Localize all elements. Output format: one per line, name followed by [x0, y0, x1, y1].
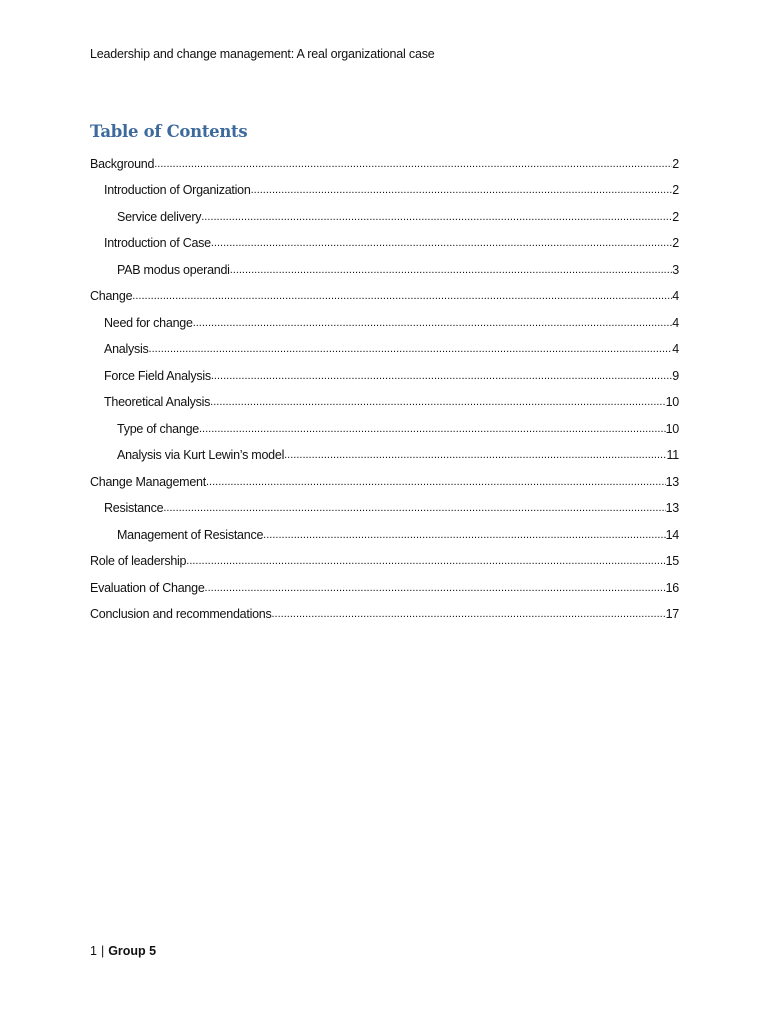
- toc-entry-title: Role of leadership: [90, 554, 187, 568]
- toc-entry[interactable]: [90, 463, 679, 490]
- toc-dot-leader: [132, 287, 672, 304]
- toc-entry-page-number: 3: [672, 262, 679, 277]
- toc-entry[interactable]: [90, 410, 679, 437]
- toc-entry[interactable]: [90, 596, 679, 623]
- toc-entry-page-number: 13: [665, 474, 679, 489]
- toc-entry-page-number: 15: [665, 554, 679, 568]
- toc-entry-page-number: 2: [672, 183, 679, 197]
- toc-dot-leader: [230, 261, 673, 278]
- toc-entry-title: Service delivery: [117, 209, 202, 224]
- toc-entry[interactable]: [90, 357, 679, 384]
- toc-entry[interactable]: [90, 569, 679, 596]
- footer-separator: |: [100, 944, 105, 958]
- toc-entry-page-number: 4: [672, 315, 679, 330]
- toc-entry-page-number: 4: [672, 342, 679, 356]
- toc-dot-leader: [272, 605, 666, 622]
- toc-entry[interactable]: [90, 384, 679, 411]
- toc-dot-leader: [193, 314, 673, 331]
- toc-dot-leader: [263, 526, 665, 543]
- toc-entry[interactable]: [90, 172, 679, 199]
- toc-dot-leader: [149, 340, 673, 357]
- toc-entry[interactable]: [90, 145, 679, 172]
- toc-dot-leader: [163, 499, 665, 516]
- toc-heading: Table of Contents: [90, 122, 248, 141]
- toc-entry-title: Need for change: [104, 315, 193, 330]
- toc-entry-title: Analysis: [104, 342, 149, 356]
- toc-entry-page-number: 4: [672, 289, 679, 303]
- toc-entry[interactable]: [90, 304, 679, 331]
- page-footer: [90, 944, 156, 958]
- toc-entry-title: Type of change: [117, 421, 199, 436]
- toc-entry-title: Background: [90, 156, 155, 171]
- toc-entry[interactable]: [90, 251, 679, 278]
- toc-entry[interactable]: [90, 516, 679, 543]
- toc-entry-page-number: 2: [672, 236, 679, 250]
- footer-group-label: Group 5: [108, 944, 157, 958]
- toc-entry[interactable]: [90, 490, 679, 517]
- toc-entry-page-number: 9: [672, 368, 679, 383]
- toc-entry[interactable]: [90, 331, 679, 358]
- toc-entry-title: Conclusion and recommendations: [90, 607, 272, 621]
- toc-entry-page-number: 11: [666, 448, 679, 462]
- toc-entry-title: PAB modus operandi: [117, 262, 230, 277]
- toc-entry-title: Introduction of Organization: [104, 183, 251, 197]
- toc-entry-title: Management of Resistance: [117, 527, 264, 542]
- toc-dot-leader: [210, 393, 665, 410]
- toc-entry[interactable]: [90, 543, 679, 570]
- toc-dot-leader: [211, 367, 672, 384]
- toc-entry-page-number: 17: [665, 607, 679, 621]
- toc-entry-page-number: 10: [665, 421, 679, 436]
- toc-dot-leader: [201, 208, 672, 225]
- toc-dot-leader: [199, 420, 666, 437]
- toc-dot-leader: [251, 181, 673, 198]
- toc-entry[interactable]: [90, 278, 679, 305]
- running-header: Leadership and change management: A real organizational case: [90, 47, 435, 61]
- toc-entry-title: Analysis via Kurt Lewin’s model: [117, 448, 285, 462]
- toc-entry-page-number: 16: [665, 580, 679, 595]
- toc-entry-page-number: 14: [665, 527, 679, 542]
- toc-dot-leader: [211, 234, 672, 251]
- footer-page-number: 1: [90, 944, 97, 958]
- toc-dot-leader: [284, 446, 666, 463]
- toc-entry-title: Change: [90, 289, 133, 303]
- toc-entry-title: Evaluation of Change: [90, 580, 205, 595]
- toc-entry-title: Resistance: [104, 501, 164, 515]
- toc-dot-leader: [206, 473, 666, 490]
- toc-dot-leader: [186, 552, 665, 569]
- toc-entry-page-number: 13: [665, 501, 679, 515]
- toc-entry-page-number: 2: [672, 156, 679, 171]
- toc-entry[interactable]: [90, 198, 679, 225]
- toc-entry-page-number: 2: [672, 209, 679, 224]
- toc-entry-title: Theoretical Analysis: [104, 395, 211, 409]
- toc-entry[interactable]: [90, 437, 679, 464]
- toc-entry-title: Force Field Analysis: [104, 368, 211, 383]
- toc-entry[interactable]: [90, 225, 679, 252]
- toc-entry-title: Introduction of Case: [104, 236, 211, 250]
- toc-dot-leader: [205, 579, 666, 596]
- table-of-contents: [90, 145, 679, 622]
- toc-dot-leader: [154, 155, 672, 172]
- toc-entry-title: Change Management: [90, 474, 206, 489]
- toc-entry-page-number: 10: [665, 395, 679, 409]
